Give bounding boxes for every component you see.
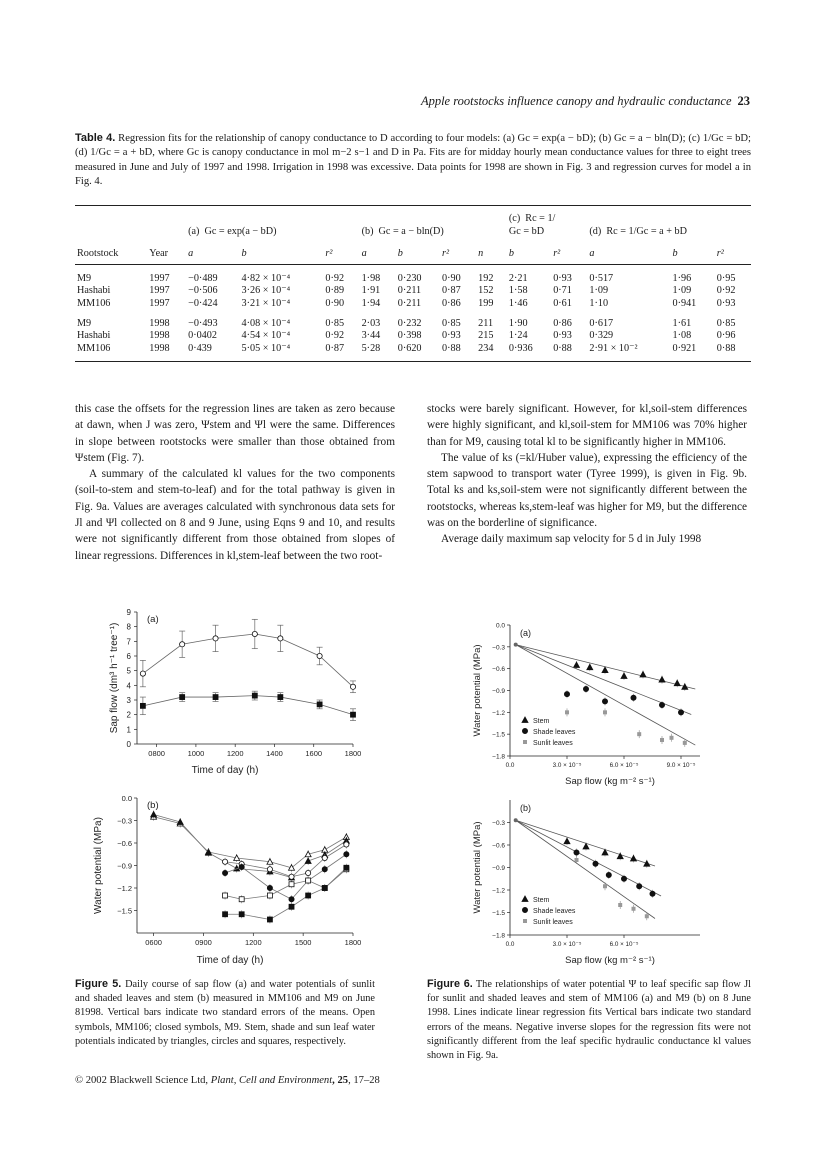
data-point xyxy=(213,636,218,641)
y-axis-label: Water potential (MPa) xyxy=(93,817,104,914)
paragraph: Average daily maximum sap velocity for 5 d in July 1998 xyxy=(441,533,702,546)
data-point xyxy=(267,885,272,890)
y-tick-label: −0.9 xyxy=(492,865,505,872)
data-point xyxy=(565,710,569,714)
table-cell: 0·95 xyxy=(716,272,736,284)
data-point xyxy=(289,874,294,879)
data-point xyxy=(602,667,608,673)
table-row xyxy=(75,342,751,361)
x-axis-label: Sap flow (kg m⁻² s⁻¹) xyxy=(565,955,655,965)
data-point xyxy=(344,865,349,870)
column-header: b xyxy=(670,238,714,265)
y-tick-label: −0.3 xyxy=(492,820,505,827)
table-cell: 0·936 xyxy=(507,342,551,361)
table-cell: 0·89 xyxy=(325,285,345,297)
y-axis-label: Sap flow (dm³ h⁻¹ tree⁻¹) xyxy=(109,622,120,734)
data-point xyxy=(351,712,356,717)
data-point xyxy=(322,855,327,860)
fig6b-chart xyxy=(472,800,700,965)
paragraph: A summary of the calculated kl values for the two components (soil-to-stem and stem-to-leaf) and for the total pathway is given in Fig. 9a. Values are averages calculated with synchronous data sets for Jl and Ψl collected on 8 and 9 June, using Eqns 9 and 10, and results were not significantly different from those obtained from slopes of linear regressions. Differences in kl,stem-leaf between the two root- xyxy=(75,468,395,562)
legend-label: Shade leaves xyxy=(533,729,576,736)
data-point xyxy=(564,838,570,844)
table-cell: 3·26 × 10⁻⁴ xyxy=(241,285,291,297)
table-cell: −0·424 xyxy=(188,297,218,309)
table-cell: 199 xyxy=(478,297,494,309)
data-point xyxy=(322,886,327,891)
paragraph: stocks were barely significant. However, for kl,soil-stem differences were highly significant, and kl,soil-stem for MM106 was 70% higher than for M9, causing total kl to be significantly higher in MM106. xyxy=(427,403,747,448)
panel-label: (b) xyxy=(520,803,531,813)
y-tick-label: 4 xyxy=(126,681,131,691)
table-cell: 0·87 xyxy=(323,342,359,361)
running-head-title: Apple rootstocks influence canopy and hydraulic conductance xyxy=(420,94,732,108)
table-cell: 1·96 xyxy=(672,272,692,284)
y-tick-label: −0.6 xyxy=(492,842,505,850)
table-cell: 1·09 xyxy=(589,285,609,297)
data-point xyxy=(644,861,650,867)
data-point xyxy=(587,664,593,670)
data-point xyxy=(660,738,664,742)
y-tick-label: −0.6 xyxy=(117,839,132,848)
data-point xyxy=(602,699,607,704)
table-cell: 1998 xyxy=(149,330,170,342)
data-point xyxy=(583,686,588,691)
legend-label: Shade leaves xyxy=(533,908,576,915)
footer-journal: Plant, Cell and Environment xyxy=(210,1075,333,1086)
column-header: b xyxy=(240,238,324,265)
data-point xyxy=(632,907,636,911)
table-cell: −0·493 xyxy=(188,317,218,329)
table-cell: 0·620 xyxy=(396,342,440,361)
table-row xyxy=(75,297,751,310)
table-cell: 1997 xyxy=(149,272,170,284)
regression-line xyxy=(516,645,696,689)
table-cell: 0·88 xyxy=(440,342,476,361)
x-tick-label: 6.0 × 10⁻⁵ xyxy=(609,762,639,769)
table-cell: 1·58 xyxy=(508,285,528,297)
regression-table xyxy=(75,205,751,362)
data-point xyxy=(305,858,311,864)
table-cell: 0·90 xyxy=(442,272,461,284)
table-cell: 0·230 xyxy=(397,272,422,284)
x-axis-label: Sap flow (kg m⁻² s⁻¹) xyxy=(565,776,655,787)
column-header: n xyxy=(476,238,507,265)
table-cell: 0·329 xyxy=(589,330,614,342)
data-point xyxy=(670,736,674,740)
data-point xyxy=(603,884,607,888)
data-point xyxy=(140,703,145,708)
data-point xyxy=(222,870,227,875)
data-point xyxy=(180,642,185,647)
data-point xyxy=(621,876,626,881)
y-tick-label: −1.5 xyxy=(492,731,505,739)
data-point xyxy=(574,662,580,668)
table-caption xyxy=(75,131,751,189)
table-cell: 0·85 xyxy=(442,317,461,329)
paragraph: The value of ks (=kl/Huber value), expressing the efficiency of the stem sapwood to transport water (Tyree 1999), is given in Fig. 9b. Total ks and ks,soil-stem were not significantly different between the rootstocks, whereas ks,stem-leaf was higher for M9, but the difference was on the borderline of significance. xyxy=(427,451,747,530)
data-point xyxy=(306,878,311,883)
table-cell: 0·0402 xyxy=(188,330,217,342)
x-axis-label: Time of day (h) xyxy=(196,955,264,966)
column-header: r² xyxy=(715,238,751,265)
footer-volume: 25 xyxy=(337,1075,349,1086)
spacer xyxy=(75,206,147,239)
y-tick-label: 0.0 xyxy=(495,622,505,630)
table-cell: 0·90 xyxy=(325,297,345,309)
table-cell: 1997 xyxy=(149,297,170,309)
table-cell: Hashabi xyxy=(77,330,111,342)
table-cell: 0·92 xyxy=(325,272,345,284)
y-tick-label: −0.9 xyxy=(492,688,505,695)
legend-label: Sunlit leaves xyxy=(533,919,573,926)
data-point xyxy=(252,693,257,698)
data-point xyxy=(650,891,655,896)
table-cell: 0·85 xyxy=(325,317,345,329)
data-point xyxy=(350,684,355,689)
table-cell: 0·941 xyxy=(672,297,697,309)
data-point xyxy=(151,812,157,818)
data-point xyxy=(252,631,257,636)
data-point xyxy=(575,858,579,862)
y-tick-label: 5 xyxy=(126,666,131,676)
data-point xyxy=(514,818,518,822)
data-point xyxy=(674,680,680,686)
table-label: Table 4. xyxy=(75,132,116,144)
figure-5 xyxy=(75,600,395,970)
table-cell: MM106 xyxy=(77,297,111,309)
data-point xyxy=(223,893,228,898)
fig6a-chart xyxy=(472,623,700,788)
data-point xyxy=(659,677,665,683)
table-cell: 0·71 xyxy=(553,285,572,297)
data-point xyxy=(645,914,649,918)
figure-5-caption-text: Daily course of sap flow (a) and water potentials of sunlit and shaded leaves and stem (b) measured in MM106 and M9 on June 81998. Vertical bars indicate two standard errors of the means. Open symbols, MM106; closed symbols, M9. Stem, shade and sun leaf water potentials indicated by triangles, circles and squares, respectively. xyxy=(75,979,376,1047)
table-cell: 0·86 xyxy=(442,297,461,309)
series-line xyxy=(225,869,346,899)
y-tick-label: −0.9 xyxy=(117,861,132,871)
table-cell: Hashabi xyxy=(77,285,111,297)
table-cell: 2·21 xyxy=(508,272,528,284)
data-point xyxy=(213,695,218,700)
legend-label: Sunlit leaves xyxy=(533,740,573,747)
table-row xyxy=(75,310,751,330)
panel-label: (b) xyxy=(147,800,159,811)
running-head xyxy=(421,94,750,109)
x-tick-label: 1800 xyxy=(344,749,362,758)
legend-label: Stem xyxy=(533,897,550,904)
legend-marker xyxy=(522,728,527,733)
column-header: r² xyxy=(323,238,359,265)
table-cell: 1·10 xyxy=(589,297,609,309)
table-cell: −0·506 xyxy=(188,285,218,297)
y-tick-label: −1.2 xyxy=(492,887,505,895)
table-cell: 1997 xyxy=(149,285,170,297)
table-cell: 0·92 xyxy=(716,285,736,297)
table-cell: 1·61 xyxy=(672,317,692,329)
y-tick-label: −1.2 xyxy=(492,709,505,717)
table-cell: 0·517 xyxy=(589,272,614,284)
data-point xyxy=(564,692,569,697)
x-tick-label: 9.0 × 10⁻⁵ xyxy=(666,762,696,769)
table-cell: 0·88 xyxy=(715,342,751,361)
data-point xyxy=(180,695,185,700)
figure-5-caption xyxy=(75,977,375,1049)
column-header: a xyxy=(360,238,396,265)
figure-6-caption-text: The relationships of water potential Ψ to leaf specific sap flow Jl for sunlit and shaded leaves and stem of MM106 (a) and M9 (b) on 8 June 1998. Lines indicate linear regression fits Vertical bars indicate two standard errors of the means. Negative inverse slopes for the regression fits were not significantly different from the leaf specific hydraulic conductance kl values shown in Fig. 9a. xyxy=(427,979,752,1062)
column-header: b xyxy=(396,238,440,265)
x-tick-label: 6.0 × 10⁻⁵ xyxy=(609,941,639,948)
spacer xyxy=(147,206,186,239)
paragraph: this case the offsets for the regression lines are taken as zero because at dawn, when J was zero, Ψstem and Ψl were the same. Differences in slope between rootstocks were smaller than those obtained from Ψstem (Fig. 7). xyxy=(75,403,395,464)
data-point xyxy=(606,872,611,877)
table-cell: 1·98 xyxy=(361,272,381,284)
y-tick-label: −0.3 xyxy=(492,644,505,652)
data-point xyxy=(306,893,311,898)
data-point xyxy=(267,893,272,898)
y-tick-label: −1.2 xyxy=(117,884,132,893)
table-cell: 0·86 xyxy=(553,317,572,329)
table-cell: 2·03 xyxy=(361,317,381,329)
table-cell: 0·211 xyxy=(397,297,422,309)
footer-copyright: © 2002 Blackwell Science Ltd, xyxy=(75,1075,209,1086)
data-point xyxy=(683,741,687,745)
x-tick-label: 3.0 × 10⁻⁵ xyxy=(552,941,582,948)
table-header-row xyxy=(75,206,751,239)
figure-6-label: Figure 6. xyxy=(427,978,473,990)
data-point xyxy=(621,673,627,679)
column-header: Rootstock xyxy=(75,238,147,265)
fig5a-chart xyxy=(109,608,361,776)
fig5b-chart xyxy=(93,794,361,966)
table-cell: M9 xyxy=(77,317,92,329)
table-cell: 234 xyxy=(476,342,507,361)
group-header: (b) Gc = a − bln(D) xyxy=(360,206,507,239)
x-axis-label: Time of day (h) xyxy=(191,765,259,776)
table-cell: 0·85 xyxy=(716,317,736,329)
table-caption-text: Regression fits for the relationship of canopy conductance to D according to four models: (a) Gc = exp(a − bD); (b) Gc = a − bln(D); (c) 1/Gc = bD; (d) 1/Gc = a + bD, where Gc is canopy conductance in mol m−2 s−1 and D in Pa. Fits are for midday hourly mean conductance values for three to eight trees measured in June and July of 1997 and 1998. Irrigation in 1998 was excessive. Data points for 1998 are shown in Fig. 3 and regression curves for model a in Fig. 4. xyxy=(75,133,752,187)
data-point xyxy=(289,904,294,909)
data-point xyxy=(344,852,349,857)
data-point xyxy=(514,643,518,647)
y-tick-label: −0.6 xyxy=(492,666,505,674)
panel-label: (a) xyxy=(147,614,159,625)
y-tick-label: 7 xyxy=(126,637,131,647)
y-axis-label: Water potential (MPa) xyxy=(472,644,483,737)
table-cell: 3·44 xyxy=(361,330,381,342)
data-point xyxy=(239,864,244,869)
table-cell: 0·439 xyxy=(186,342,239,361)
group-header: (c) Rc = 1/ Gc = bD xyxy=(507,206,587,239)
group-header: (d) Rc = 1/Gc = a + bD xyxy=(587,206,751,239)
table-cell: 215 xyxy=(478,330,494,342)
table-cell: 0·93 xyxy=(553,272,572,284)
table-cell: 4·54 × 10⁻⁴ xyxy=(241,330,291,342)
y-tick-label: 6 xyxy=(126,652,131,661)
table-row xyxy=(75,265,751,285)
y-tick-label: −0.3 xyxy=(117,816,132,826)
table-cell: 4·82 × 10⁻⁴ xyxy=(241,272,291,284)
x-tick-label: 1200 xyxy=(226,749,244,758)
table-cell: 0·93 xyxy=(553,330,572,342)
table-cell: 0·921 xyxy=(670,342,714,361)
x-tick-label: 1000 xyxy=(187,749,205,758)
table-cell: 1998 xyxy=(147,342,186,361)
footer-pages: , 17–28 xyxy=(348,1075,380,1086)
x-tick-label: 0.0 xyxy=(505,762,515,769)
table-cell: 152 xyxy=(478,285,494,297)
data-point xyxy=(278,695,283,700)
y-tick-label: −1.8 xyxy=(492,932,505,940)
data-point xyxy=(659,702,664,707)
data-point xyxy=(239,912,244,917)
y-tick-label: 0 xyxy=(126,740,131,749)
column-header: r² xyxy=(551,238,587,265)
data-point xyxy=(267,867,272,872)
legend-marker xyxy=(523,919,527,923)
series-line xyxy=(225,845,346,877)
legend-marker xyxy=(522,907,527,912)
data-point xyxy=(678,710,683,715)
data-point xyxy=(344,842,349,847)
x-tick-label: 1800 xyxy=(344,938,362,947)
data-point xyxy=(289,897,294,902)
data-point xyxy=(278,636,283,641)
figure-6 xyxy=(460,615,720,965)
table-cell: 5·05 × 10⁻⁴ xyxy=(240,342,324,361)
legend-marker xyxy=(522,896,528,902)
data-point xyxy=(317,702,322,707)
legend-marker xyxy=(522,717,528,723)
y-tick-label: 1 xyxy=(126,725,131,735)
table-cell: −0·489 xyxy=(188,272,218,284)
table-cell: 1·94 xyxy=(361,297,381,309)
data-point xyxy=(637,732,641,736)
x-tick-label: 0800 xyxy=(148,749,165,758)
table-cell: 1·90 xyxy=(508,317,528,329)
table-cell: 1·09 xyxy=(672,285,692,297)
table-cell: 1·24 xyxy=(508,330,528,342)
body-column-right xyxy=(427,401,747,548)
table-cell: 0·93 xyxy=(442,330,461,342)
data-point xyxy=(574,850,579,855)
legend-label: Stem xyxy=(533,718,550,725)
panel-label: (a) xyxy=(520,628,531,638)
x-tick-label: 1600 xyxy=(305,749,323,758)
table-cell: 1·46 xyxy=(508,297,528,309)
column-header: a xyxy=(186,238,239,265)
figure-5-label: Figure 5. xyxy=(75,978,122,990)
table-cell: 1998 xyxy=(149,317,170,329)
legend-marker xyxy=(523,740,527,744)
y-tick-label: 3 xyxy=(126,696,131,705)
table-cell: 0·92 xyxy=(325,330,345,342)
x-tick-label: 1500 xyxy=(294,938,312,947)
table-cell: 0·96 xyxy=(716,330,736,342)
table-cell: 0·398 xyxy=(397,330,422,342)
y-tick-label: 9 xyxy=(126,608,131,617)
data-point xyxy=(322,867,327,872)
table-cell: 0·211 xyxy=(397,285,422,297)
regression-line xyxy=(516,645,692,715)
table-cell: 0·232 xyxy=(397,317,422,329)
column-header: b xyxy=(507,238,551,265)
table-cell: 0·87 xyxy=(442,285,461,297)
table-cell: M9 xyxy=(77,272,92,284)
data-point xyxy=(306,870,311,875)
group-header: (a) Gc = exp(a − bD) xyxy=(186,206,359,239)
x-tick-label: 3.0 × 10⁻⁵ xyxy=(552,762,582,769)
x-tick-label: 0.0 xyxy=(505,941,515,948)
column-header: Year xyxy=(147,238,186,265)
data-point xyxy=(239,897,244,902)
table-row xyxy=(75,285,751,298)
data-point xyxy=(317,653,322,658)
table-cell: 2·91 × 10⁻² xyxy=(587,342,670,361)
data-point xyxy=(631,695,636,700)
column-header: r² xyxy=(440,238,476,265)
x-tick-label: 0600 xyxy=(145,938,162,947)
data-point xyxy=(222,859,227,864)
data-point xyxy=(603,710,607,714)
table-cell: 0·617 xyxy=(589,317,614,329)
data-point xyxy=(593,861,598,866)
y-tick-label: −1.8 xyxy=(492,753,505,761)
table-cell: 3·21 × 10⁻⁴ xyxy=(241,297,291,309)
table-row xyxy=(75,329,751,342)
x-tick-label: 0900 xyxy=(195,938,212,947)
x-tick-label: 1200 xyxy=(244,938,262,947)
data-point xyxy=(637,884,642,889)
table-cell: 0·88 xyxy=(551,342,587,361)
table-cell: 211 xyxy=(478,317,494,329)
table-cell: 0·93 xyxy=(716,297,736,309)
table-cell: 192 xyxy=(478,272,494,284)
table-cell: 1·91 xyxy=(361,285,381,297)
y-tick-label: −1.5 xyxy=(492,910,505,917)
y-tick-label: 8 xyxy=(126,622,131,632)
data-point xyxy=(640,671,646,677)
body-column-left xyxy=(75,401,395,564)
data-point xyxy=(267,917,272,922)
y-tick-label: 2 xyxy=(126,710,131,720)
table-cell: 5·28 xyxy=(360,342,396,361)
series-line xyxy=(143,634,353,687)
table-cell: 4·08 × 10⁻⁴ xyxy=(241,317,291,329)
footer: © 2002 Blackwell Science Ltd, Plant, Cell and Environment, 25, 17–28 xyxy=(75,1075,380,1086)
data-point xyxy=(140,671,145,676)
table-cell: 1·08 xyxy=(672,330,692,342)
data-point xyxy=(223,912,228,917)
data-point xyxy=(618,903,622,907)
data-point xyxy=(289,882,294,887)
series-line xyxy=(225,854,346,899)
y-tick-label: 0.0 xyxy=(121,794,132,803)
figure-6-caption xyxy=(427,977,751,1063)
y-tick-label: −1.5 xyxy=(117,906,132,916)
x-tick-label: 1400 xyxy=(266,749,283,758)
column-header: a xyxy=(587,238,670,265)
page-number: 23 xyxy=(737,94,750,108)
y-axis-label: Water potential (MPa) xyxy=(472,821,483,914)
table-cell: 0·61 xyxy=(553,297,572,309)
table-cell: MM106 xyxy=(75,342,147,361)
table-colhead-row xyxy=(75,238,751,265)
